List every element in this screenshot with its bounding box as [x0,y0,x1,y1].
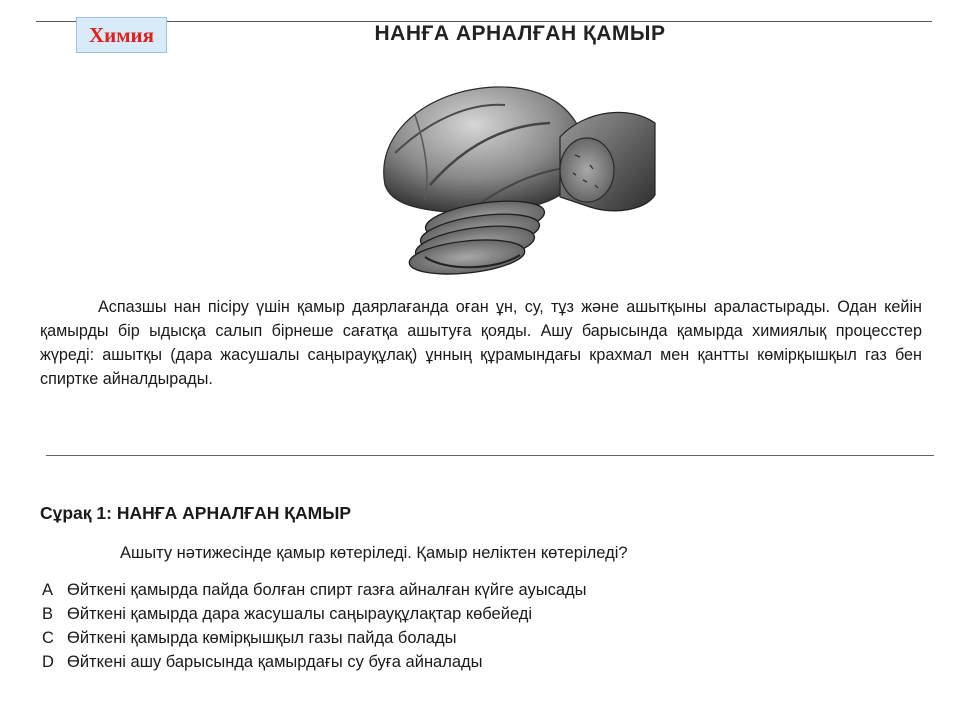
page-title: НАНҒА АРНАЛҒАН ҚАМЫР [374,22,666,45]
answer-option-d[interactable] [42,650,587,674]
bread-loaves-icon [355,75,675,275]
answer-option-c[interactable] [42,626,587,650]
intro-paragraph: Аспазшы нан пісіру үшін қамыр даярлағанда оған ұн, су, тұз және ашытқыны араластырады. Одан кейін қамырды бір ыдысқа салып бірнеше сағатқа ашытуға қояды. Ашу барысында қамырда химиялық процесстер жүреді: ашытқы (дара жасушалы саңырауқұлақ) ұнның құрамындағы крахмал мен қантты көмірқышқыл газ бен спиртке айналдырады. [40,298,922,388]
subject-badge: Химия [76,17,167,53]
option-letter: D [42,653,54,671]
option-text: Өйткені қамырда дара жасушалы саңырауқұлақтар көбейеді [67,605,533,623]
option-text: Өйткені қамырда көмірқышқыл газы пайда болады [67,629,457,647]
question-text: Ашыту нәтижесінде қамыр көтеріледі. Қамыр неліктен көтеріледі? [120,544,628,562]
option-letter: C [42,629,54,647]
answer-options [42,578,587,674]
answer-option-a[interactable] [42,578,587,602]
option-letter: B [42,605,54,623]
answer-option-b[interactable] [42,602,587,626]
option-text: Өйткені ашу барысында қамырдағы су буға айналады [67,653,483,671]
option-letter: A [42,581,54,599]
question-title: Сұрақ 1: НАНҒА АРНАЛҒАН ҚАМЫР [40,503,352,523]
section-divider [46,455,934,456]
option-text: Өйткені қамырда пайда болған спирт газға айналған күйге ауысады [67,581,587,599]
